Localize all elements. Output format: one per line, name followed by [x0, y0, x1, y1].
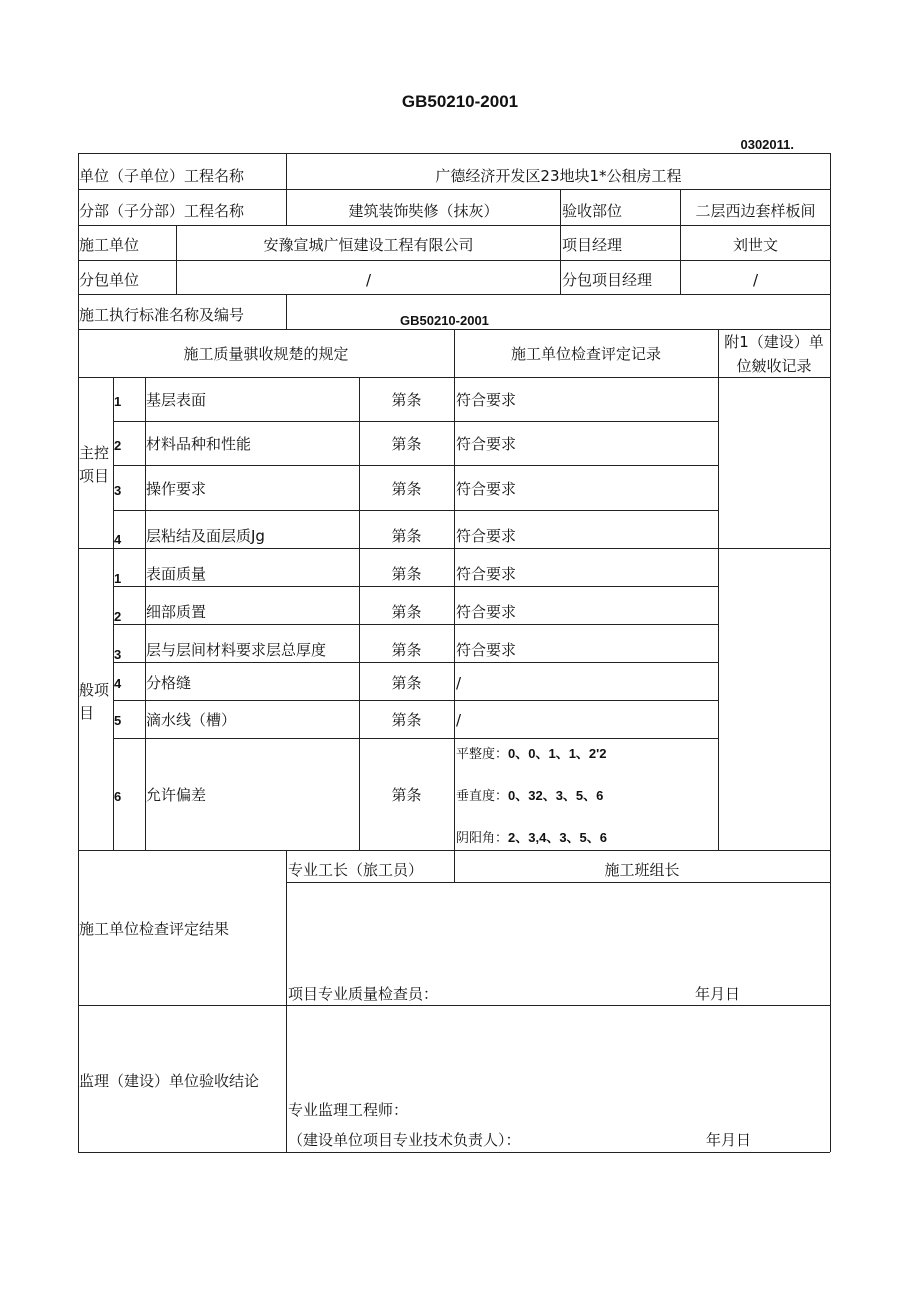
acceptance-part-label: 验收部位: [562, 202, 623, 220]
item-name: 操作要求: [146, 480, 207, 498]
foreman-label: 专业工长（旅工员）: [288, 861, 424, 879]
item-number: 3: [114, 483, 122, 498]
builder-check-label: 施工单位检查评定结果: [79, 920, 230, 938]
item-name: 基层表面: [146, 391, 207, 409]
item-name: 材料品种和性能: [146, 435, 252, 453]
item-clause: 第条: [391, 603, 422, 621]
sub-pm-label: 分包项目经理: [562, 271, 653, 289]
check-column-header: 施工单位检查评定记录: [510, 345, 661, 363]
deviation-flatness: 平整度：0、0、1、1、2'2: [456, 746, 607, 762]
item-clause: 第条: [391, 480, 422, 498]
item-result: 符合要求: [456, 435, 517, 453]
unit-project-value: 广德经济开发区23地块1*公租房工程: [435, 167, 682, 185]
spec-column-header: 施工质量骐收规楚的规定: [183, 345, 349, 363]
main-items-group-label: 主控: [79, 444, 110, 462]
quality-inspector-label: 项目专业质量检查员：: [288, 985, 439, 1003]
subcontractor-value: /: [365, 271, 372, 289]
item-clause: 第条: [391, 391, 422, 409]
general-items-group-label-2: 目: [79, 704, 95, 722]
item-clause: 第条: [391, 565, 422, 583]
supervision-date: 年月日: [706, 1131, 752, 1149]
deviation-corners: 阴阳角：2、3,4、3、5、6: [456, 830, 608, 846]
item-result: 符合要求: [456, 527, 517, 545]
division-value: 建筑装饰奘修（抹灰）: [348, 202, 499, 220]
item-name: 层粘结及面层质Jg: [146, 527, 265, 545]
item-clause: 第条: [391, 641, 422, 659]
owner-representative-label: （建设单位项目专业技术负责人）：: [288, 1131, 521, 1149]
item-clause: 第条: [391, 435, 422, 453]
form-code: 0302011.: [740, 137, 794, 152]
item-name: 细部质置: [146, 603, 207, 621]
standard-value: GB50210-2001: [400, 313, 489, 328]
item-number: 2: [114, 609, 122, 624]
item-result: 符合要求: [456, 391, 517, 409]
item-name: 层与层间材料要求层总厚度: [146, 641, 327, 659]
item-number: 6: [114, 789, 122, 804]
deviation-verticality: 垂直度：0、32、3、5、6: [456, 788, 604, 804]
main-items-group-label-2: 项目: [79, 467, 110, 485]
division-label: 分部（子分部）工程名称: [79, 202, 245, 220]
supervision-label: 监理（建设）单位验收结论: [79, 1072, 260, 1090]
standard-label: 施工执行标准名称及编号: [79, 306, 245, 324]
sub-pm-value: /: [752, 271, 759, 289]
team-leader-label: 施工班组长: [604, 861, 680, 879]
item-result: 符合要求: [456, 641, 517, 659]
item-name: 允许偏差: [146, 786, 207, 804]
item-result: 符合要求: [456, 603, 517, 621]
item-clause: 第条: [391, 527, 422, 545]
item-clause: 第条: [391, 711, 422, 729]
subcontractor-label: 分包单位: [79, 271, 140, 289]
item-name: 滴水线（槽）: [146, 711, 237, 729]
supervising-engineer-label: 专业监理工程师：: [288, 1101, 409, 1119]
project-manager-label: 项目经理: [562, 236, 623, 254]
builder-date: 年月日: [695, 985, 741, 1003]
acceptance-part-value: 二层西边套样板间: [695, 202, 816, 220]
item-number: 4: [114, 676, 122, 691]
item-number: 1: [114, 394, 122, 409]
accept-column-header-line1: 附1（建设）单: [724, 333, 824, 351]
general-items-group-label: 般项: [79, 681, 110, 699]
item-number: 3: [114, 647, 122, 662]
builder-label: 施工单位: [79, 236, 140, 254]
item-number: 2: [114, 438, 122, 453]
item-number: 5: [114, 713, 122, 728]
item-clause: 第条: [391, 786, 422, 804]
item-number: 1: [114, 571, 122, 586]
accept-column-header-line2: 位皴收记录: [736, 357, 812, 375]
item-number: 4: [114, 532, 122, 547]
item-name: 分格缝: [146, 674, 192, 692]
document-title: GB50210-2001: [401, 92, 519, 111]
unit-project-label: 单位（子单位）工程名称: [79, 167, 245, 185]
item-result: /: [456, 674, 462, 692]
item-clause: 第条: [391, 674, 422, 692]
project-manager-value: 刘世文: [732, 236, 778, 254]
item-result: 符合要求: [456, 565, 517, 583]
item-result: /: [456, 711, 462, 729]
item-name: 表面质量: [146, 565, 207, 583]
builder-value: 安豫宣城广恒建设工程有限公司: [263, 236, 474, 254]
item-result: 符合要求: [456, 480, 517, 498]
